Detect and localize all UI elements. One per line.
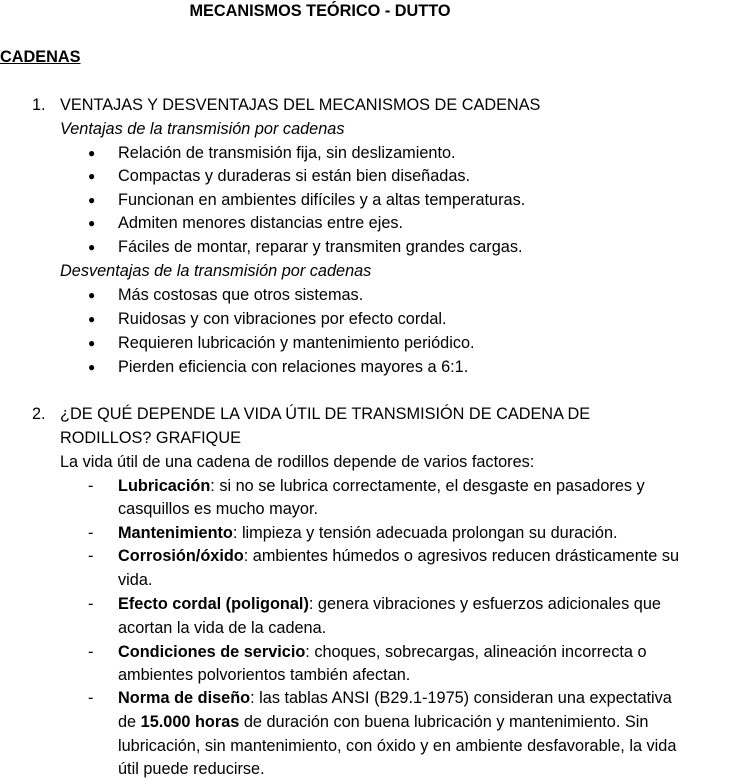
advantage-text: Compactas y duraderas si están bien diseñadas. [118, 167, 471, 185]
advantage-text: Admiten menores distancias entre ejes. [118, 214, 404, 232]
factor-label: Condiciones de servicio [118, 643, 306, 661]
bullet-icon: ● [88, 216, 96, 230]
bullet-icon: ● [88, 360, 96, 374]
factor-desc-cont: ambientes polvorientos también afectan. [118, 666, 411, 684]
factor-desc: : limpieza y tensión adecuada prolongan su duración. [232, 524, 618, 542]
dash-marker: - [88, 477, 94, 495]
factor-desc-cont: casquillos es mucho mayor. [118, 500, 318, 518]
q2-number: 2. [32, 405, 46, 423]
q2-heading: ¿DE QUÉ DEPENDE LA VIDA ÚTIL DE TRANSMISIÓN DE CADENA DE [60, 405, 591, 423]
q1-heading: VENTAJAS Y DESVENTAJAS DEL MECANISMOS DE CADENAS [60, 96, 541, 114]
factor-desc-part: de [118, 713, 141, 731]
factor-text [118, 686, 672, 710]
factor-text [118, 474, 645, 498]
disadvantage-text: Requieren lubricación y mantenimiento periódico. [118, 334, 475, 352]
advantage-text: Funcionan en ambientes difíciles y a altas temperaturas. [118, 191, 526, 209]
dash-marker: - [88, 595, 94, 613]
dash-marker: - [88, 547, 94, 565]
factor-label: Mantenimiento [118, 524, 233, 542]
disadvantage-text: Pierden eficiencia con relaciones mayores a 6:1. [118, 358, 469, 376]
factor-desc-cont: útil puede reducirse. [118, 760, 265, 778]
document-title: MECANISMOS TEÓRICO - DUTTO [189, 2, 451, 20]
factor-desc-cont: lubricación, sin mantenimiento, con óxido y en ambiente desfavorable, la vida [118, 737, 677, 755]
factor-desc-cont: acortan la vida de la cadena. [118, 619, 327, 637]
factor-desc-cont [118, 710, 648, 734]
q2-intro: La vida útil de una cadena de rodillos depende de varios factores: [60, 453, 535, 471]
advantages-subtitle: Ventajas de la transmisión por cadenas [60, 120, 345, 138]
factor-desc: : si no se lubrica correctamente, el desgaste en pasadores y [210, 477, 645, 495]
disadvantages-subtitle: Desventajas de la transmisión por cadenas [60, 262, 372, 280]
factor-text [118, 544, 679, 568]
advantage-text: Fáciles de montar, reparar y transmiten grandes cargas. [118, 238, 523, 256]
bullet-icon: ● [88, 240, 96, 254]
factor-desc: : genera vibraciones y esfuerzos adicionales que [308, 595, 661, 613]
bullet-icon: ● [88, 288, 96, 302]
dash-marker: - [88, 524, 94, 542]
factor-label: Corrosión/óxido [118, 547, 244, 565]
dash-marker: - [88, 643, 94, 661]
factor-label: Norma de diseño [118, 689, 251, 707]
disadvantage-text: Ruidosas y con vibraciones por efecto cordal. [118, 310, 447, 328]
bullet-icon: ● [88, 193, 96, 207]
bullet-icon: ● [88, 336, 96, 350]
dash-marker: - [88, 689, 94, 707]
factor-desc: : ambientes húmedos o agresivos reducen drásticamente su [243, 547, 680, 565]
factor-text [118, 592, 661, 616]
bullet-icon: ● [88, 169, 96, 183]
q1-number: 1. [32, 96, 46, 114]
factor-text [118, 640, 647, 664]
advantage-text: Relación de transmisión fija, sin deslizamiento. [118, 144, 456, 162]
factor-desc-part: de duración con buena lubricación y mantenimiento. Sin [239, 713, 649, 731]
bullet-icon: ● [88, 312, 96, 326]
bullet-icon: ● [88, 146, 96, 160]
section-heading: CADENAS [0, 48, 81, 66]
factor-desc: : las tablas ANSI (B29.1-1975) consideran una expectativa [250, 689, 672, 707]
q2-heading-cont: RODILLOS? GRAFIQUE [60, 429, 241, 447]
factor-label: Efecto cordal (poligonal) [118, 595, 309, 613]
disadvantage-text: Más costosas que otros sistemas. [118, 286, 364, 304]
hours-highlight: 15.000 horas [140, 713, 240, 731]
factor-desc-cont: vida. [118, 571, 153, 589]
factor-desc: : choques, sobrecargas, alineación incorrecta o [305, 643, 647, 661]
factor-label: Lubricación [118, 477, 211, 495]
factor-text [118, 521, 618, 545]
